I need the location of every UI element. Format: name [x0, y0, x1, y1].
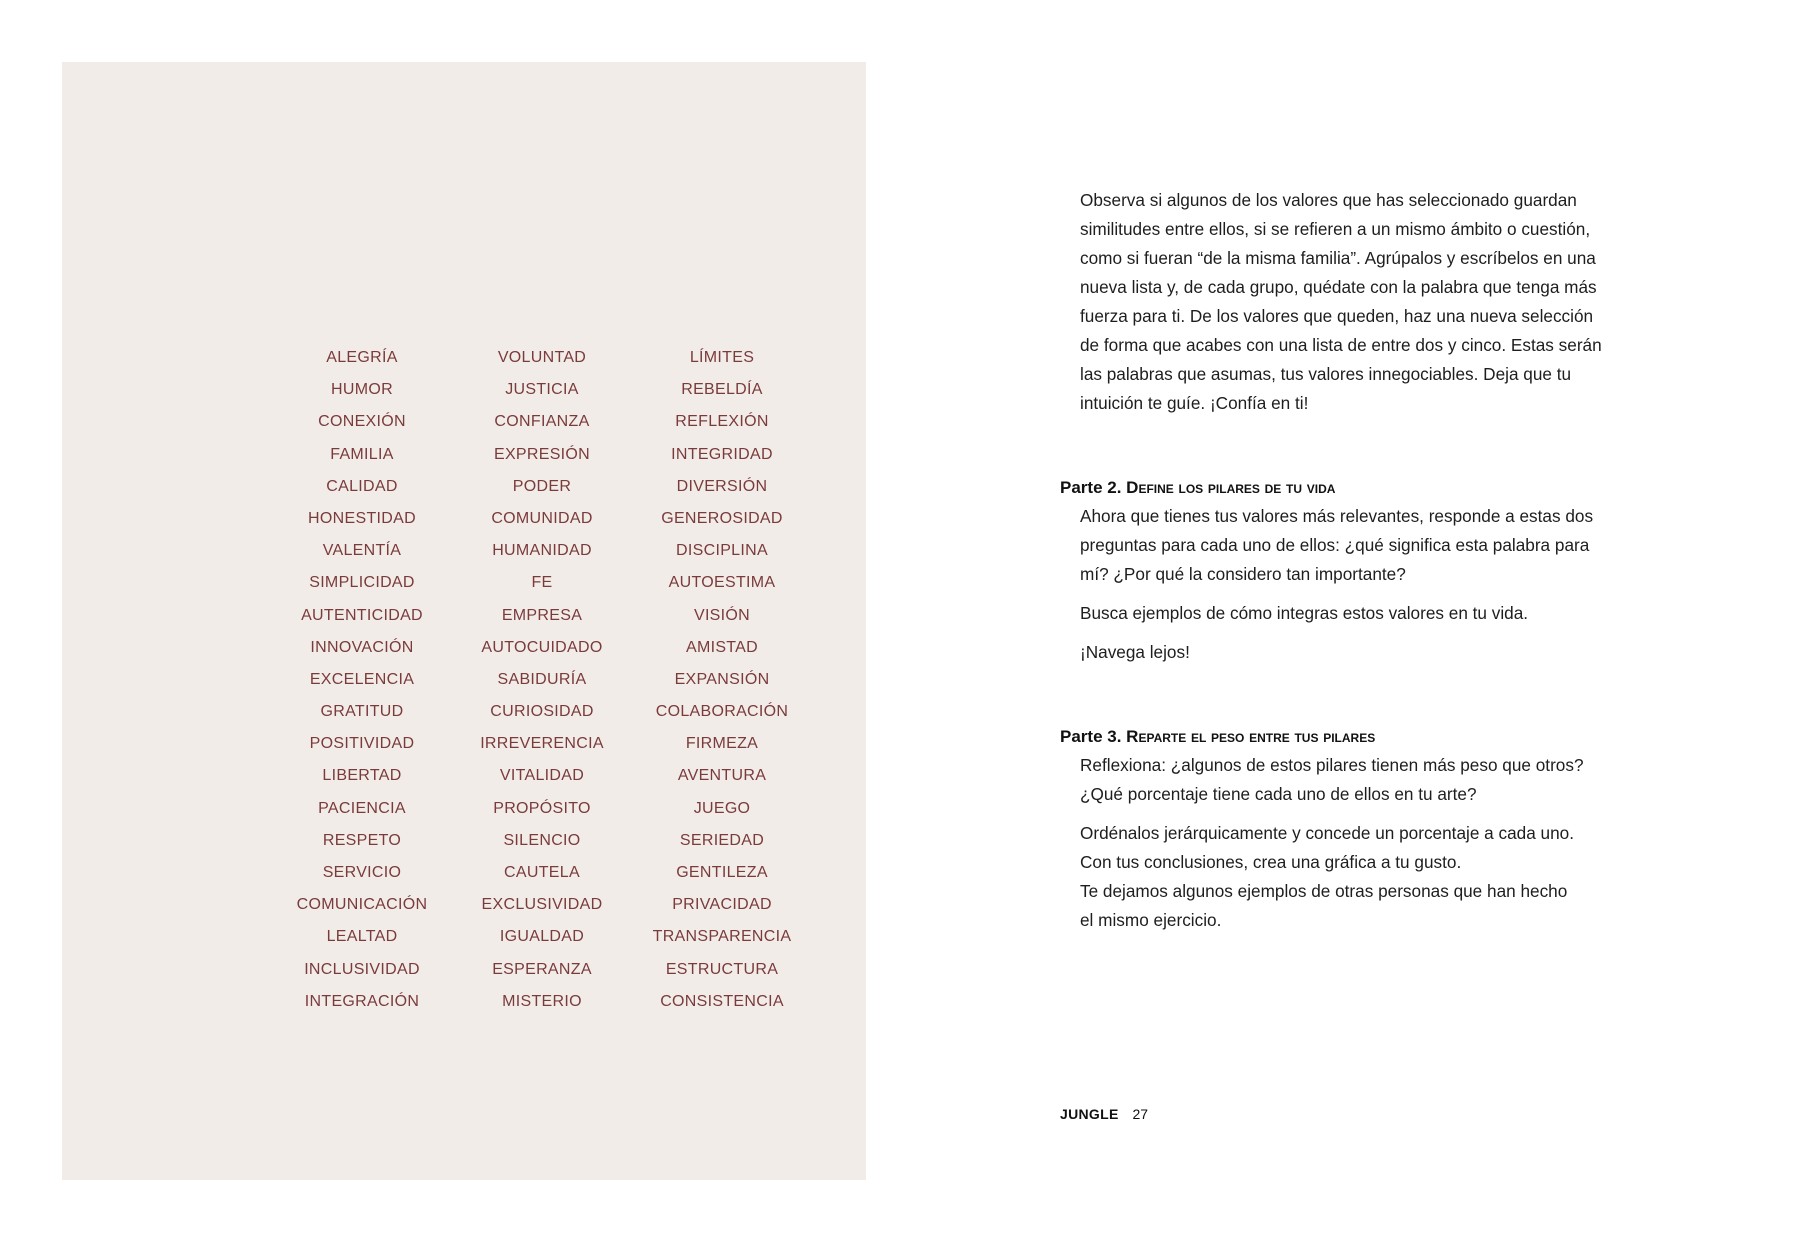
text-line: Ahora que tienes tus valores más relevantes, responde a estas dos — [1080, 506, 1594, 526]
value-word: SIMPLICIDAD — [309, 574, 415, 592]
value-word: INCLUSIVIDAD — [304, 960, 420, 978]
text-line: las palabras que asumas, tus valores innegociables. Deja que tu — [1080, 364, 1572, 384]
text-line: como si fueran “de la misma familia”. Agrúpalos y escríbelos en una — [1080, 248, 1596, 268]
value-word: ESPERANZA — [492, 960, 592, 978]
text-line: Reflexiona: ¿algunos de estos pilares tienen más peso que otros? — [1080, 755, 1584, 775]
value-word: AMISTAD — [685, 638, 759, 656]
value-word: INNOVACIÓN — [310, 638, 414, 656]
value-word: IRREVERENCIA — [480, 735, 604, 753]
value-word: IGUALDAD — [499, 928, 585, 946]
values-grid — [272, 342, 812, 1018]
text-line: ¡Navega lejos! — [1080, 642, 1190, 662]
value-word: PROPÓSITO — [493, 799, 591, 817]
value-word: MISTERIO — [502, 992, 582, 1010]
text-line: ¿Qué porcentaje tiene cada uno de ellos en tu arte? — [1080, 784, 1477, 804]
value-word: VALENTÍA — [322, 542, 402, 560]
value-word: CALIDAD — [326, 477, 398, 495]
part3-prefix: Parte 3. — [1060, 727, 1122, 746]
value-word: FE — [531, 574, 553, 592]
text-line: Ordénalos jerárquicamente y concede un porcentaje a cada uno. — [1080, 823, 1574, 843]
value-word: JUSTICIA — [505, 381, 579, 399]
page-number: 27 — [1132, 1106, 1149, 1122]
part2-prefix: Parte 2. — [1060, 478, 1122, 497]
part3-heading — [1060, 727, 1375, 747]
value-word: REFLEXIÓN — [675, 413, 769, 431]
part3-title: Reparte el peso entre tus pilares — [1126, 727, 1376, 746]
value-word: CURIOSIDAD — [490, 703, 594, 721]
value-word: VOLUNTAD — [497, 349, 587, 366]
value-word: DISCIPLINA — [676, 542, 768, 560]
part2-paragraph-2 — [1080, 599, 1528, 628]
value-word: CONSISTENCIA — [660, 992, 784, 1010]
value-word: EXCELENCIA — [309, 670, 415, 688]
value-word: LIBERTAD — [322, 767, 402, 785]
value-word: ESTRUCTURA — [665, 960, 779, 978]
values-column-3 — [632, 342, 812, 1018]
value-word: GRATITUD — [320, 703, 404, 721]
text-line: mí? ¿Por qué la considero tan importante? — [1080, 564, 1406, 584]
text-line: Con tus conclusiones, crea una gráfica a tu gusto. — [1080, 852, 1462, 872]
text-line: nueva lista y, de cada grupo, quédate con la palabra que tenga más — [1080, 277, 1597, 297]
value-word: INTEGRIDAD — [671, 445, 773, 463]
text-line: preguntas para cada uno de ellos: ¿qué significa esta palabra para — [1080, 535, 1590, 555]
value-word: CONEXIÓN — [318, 413, 406, 431]
page-footer — [1060, 1106, 1148, 1122]
value-word: PODER — [512, 477, 572, 495]
value-word: VITALIDAD — [499, 767, 585, 785]
value-word: LEALTAD — [326, 928, 398, 946]
value-word: PACIENCIA — [318, 799, 406, 817]
value-word: GENTILEZA — [676, 864, 768, 881]
value-word: CONFIANZA — [494, 413, 590, 431]
text-line: fuerza para ti. De los valores que queden, haz una nueva selección — [1080, 306, 1594, 326]
value-word: COMUNICACIÓN — [296, 896, 428, 914]
value-word: REBELDÍA — [681, 381, 763, 399]
values-panel — [62, 62, 866, 1180]
value-word: AUTENTICIDAD — [301, 606, 423, 624]
value-word: COMUNIDAD — [491, 509, 593, 527]
values-column-2 — [452, 342, 632, 1018]
value-word: AUTOESTIMA — [668, 574, 776, 592]
part2-heading — [1060, 478, 1335, 498]
value-word: CAUTELA — [504, 864, 580, 881]
value-word: HUMOR — [331, 381, 393, 399]
value-word: ALEGRÍA — [326, 349, 398, 366]
intro-paragraph — [1080, 186, 1602, 418]
value-word: AVENTURA — [677, 767, 767, 785]
text-line: de forma que acabes con una lista de entre dos y cinco. Estas serán — [1080, 335, 1602, 355]
value-word: EXCLUSIVIDAD — [481, 896, 603, 914]
text-line: similitudes entre ellos, si se refieren a un mismo ámbito o cuestión, — [1080, 219, 1591, 239]
text-line: intuición te guíe. ¡Confía en ti! — [1080, 393, 1309, 413]
part2-title: Define los pilares de tu vida — [1126, 478, 1336, 497]
value-word: COLABORACIÓN — [655, 703, 789, 721]
part3-paragraph-2 — [1080, 819, 1574, 935]
values-column-1 — [272, 342, 452, 1018]
value-word: PRIVACIDAD — [672, 896, 772, 914]
value-word: SILENCIO — [503, 831, 581, 849]
part2-paragraph-1 — [1080, 502, 1593, 589]
value-word: POSITIVIDAD — [309, 735, 415, 753]
value-word: SERVICIO — [322, 864, 402, 881]
text-line: Busca ejemplos de cómo integras estos valores en tu vida. — [1080, 603, 1529, 623]
value-word: RESPETO — [322, 831, 402, 849]
value-word: FIRMEZA — [685, 735, 759, 753]
value-word: JUEGO — [693, 799, 751, 817]
value-word: LÍMITES — [689, 349, 755, 366]
value-word: SABIDURÍA — [497, 670, 587, 688]
footer-brand: JUNGLE — [1060, 1106, 1119, 1122]
value-word: FAMILIA — [330, 445, 394, 463]
text-line: Te dejamos algunos ejemplos de otras personas que han hecho — [1080, 881, 1568, 901]
value-word: EMPRESA — [501, 606, 583, 624]
value-word: EXPRESIÓN — [493, 445, 591, 463]
text-line: Observa si algunos de los valores que has seleccionado guardan — [1080, 190, 1577, 210]
value-word: EXPANSIÓN — [674, 670, 770, 688]
part2-paragraph-3 — [1080, 638, 1190, 667]
value-word: HUMANIDAD — [492, 542, 592, 560]
value-word: TRANSPARENCIA — [652, 928, 792, 946]
value-word: INTEGRACIÓN — [304, 992, 420, 1010]
value-word: DIVERSIÓN — [676, 477, 768, 495]
value-word: SERIEDAD — [679, 831, 765, 849]
value-word: HONESTIDAD — [308, 509, 416, 527]
text-line: el mismo ejercicio. — [1080, 910, 1222, 930]
value-word: AUTOCUIDADO — [481, 638, 603, 656]
instructions-column — [1060, 0, 1760, 1234]
part3-paragraph-1 — [1080, 751, 1584, 809]
value-word: VISIÓN — [693, 606, 751, 624]
value-word: GENEROSIDAD — [661, 509, 783, 527]
